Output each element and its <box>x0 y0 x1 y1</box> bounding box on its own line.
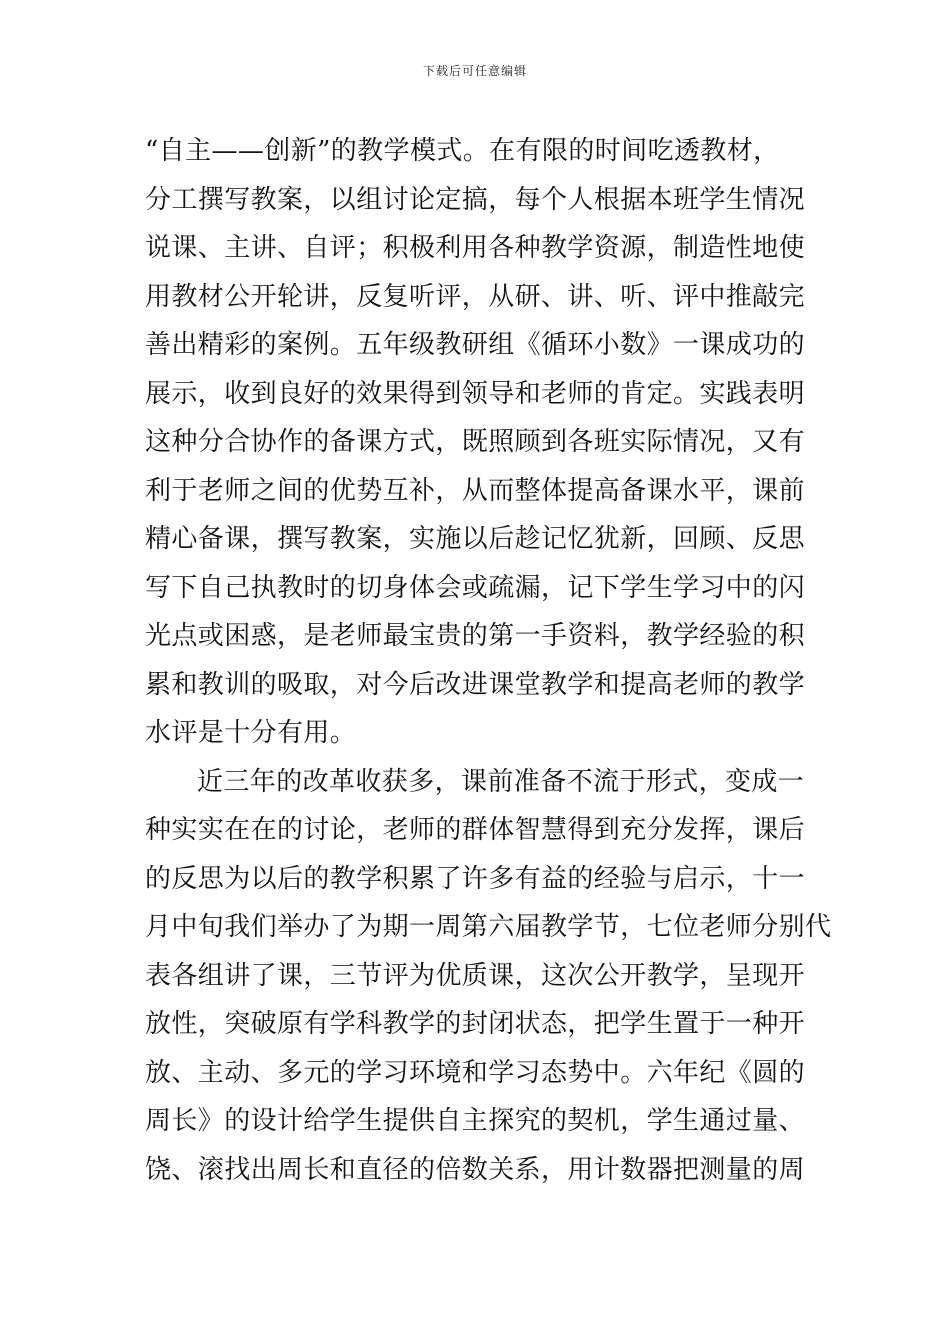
text-line: 善出精彩的案例。五年级教研组《循环小数》一课成功的 <box>145 330 806 360</box>
paragraph-1 <box>145 127 810 758</box>
page-header: 下载后可任意编辑 <box>422 64 527 78</box>
text-line: 说课、主讲、自评；积极利用各种教学资源，制造性地使 <box>145 233 806 263</box>
text-line: 这种分合协作的备课方式，既照顾到各班实际情况，又有 <box>145 427 806 457</box>
text-line: 近三年的改革收获多，课前准备不流于形式，变成一 <box>197 766 805 797</box>
text-line: 累和教训的吸取，对今后改进课堂教学和提高老师的教学 <box>145 669 806 700</box>
text-line: 表各组讲了课，三节评为优质课，这次公开教学，呈现开 <box>145 960 806 991</box>
text-line: 月中旬我们举办了为期一周第六届教学节，七位老师分别代 <box>145 912 832 942</box>
text-line: 周长》的设计给学生提供自主探究的契机，学生通过量、 <box>145 1106 806 1136</box>
text-line: 的反思为以后的教学积累了许多有益的经验与启示，十一 <box>145 863 806 894</box>
text-line: 放性，突破原有学科教学的封闭状态，把学生置于一种开 <box>145 1009 806 1039</box>
text-line: 水评是十分有用。 <box>145 718 357 748</box>
text-line: 种实实在在的讨论，老师的群体智慧得到充分发挥，课后 <box>145 815 806 845</box>
text-line: 写下自己执教时的切身体会或疏漏，记下学生学习中的闪 <box>145 572 806 603</box>
text-line: 放、主动、多元的学习环境和学习态势中。六年纪《圆的 <box>145 1057 806 1088</box>
text-line: 光点或困惑，是老师最宝贵的第一手资料，教学经验的积 <box>145 621 806 651</box>
text-line: 展示，收到良好的效果得到领导和老师的肯定。实践表明 <box>145 378 806 409</box>
text-line: 分工撰写教案，以组讨论定搞，每个人根据本班学生情况 <box>145 184 806 215</box>
text-line: “自主——创新”的教学模式。在有限的时间吃透教材， <box>145 136 780 166</box>
text-line: 精心备课，撰写教案，实施以后趁记忆犹新，回顾、反思 <box>145 524 806 554</box>
text-line: 饶、滚找出周长和直径的倍数关系，用计数器把测量的周 <box>145 1154 806 1185</box>
document-body <box>145 127 832 1194</box>
paragraph-2 <box>145 758 832 1195</box>
text-line: 利于老师之间的优势互补，从而整体提高备课水平，课前 <box>145 475 806 506</box>
text-line: 用教材公开轮讲，反复听评，从研、讲、听、评中推敲完 <box>145 281 806 312</box>
